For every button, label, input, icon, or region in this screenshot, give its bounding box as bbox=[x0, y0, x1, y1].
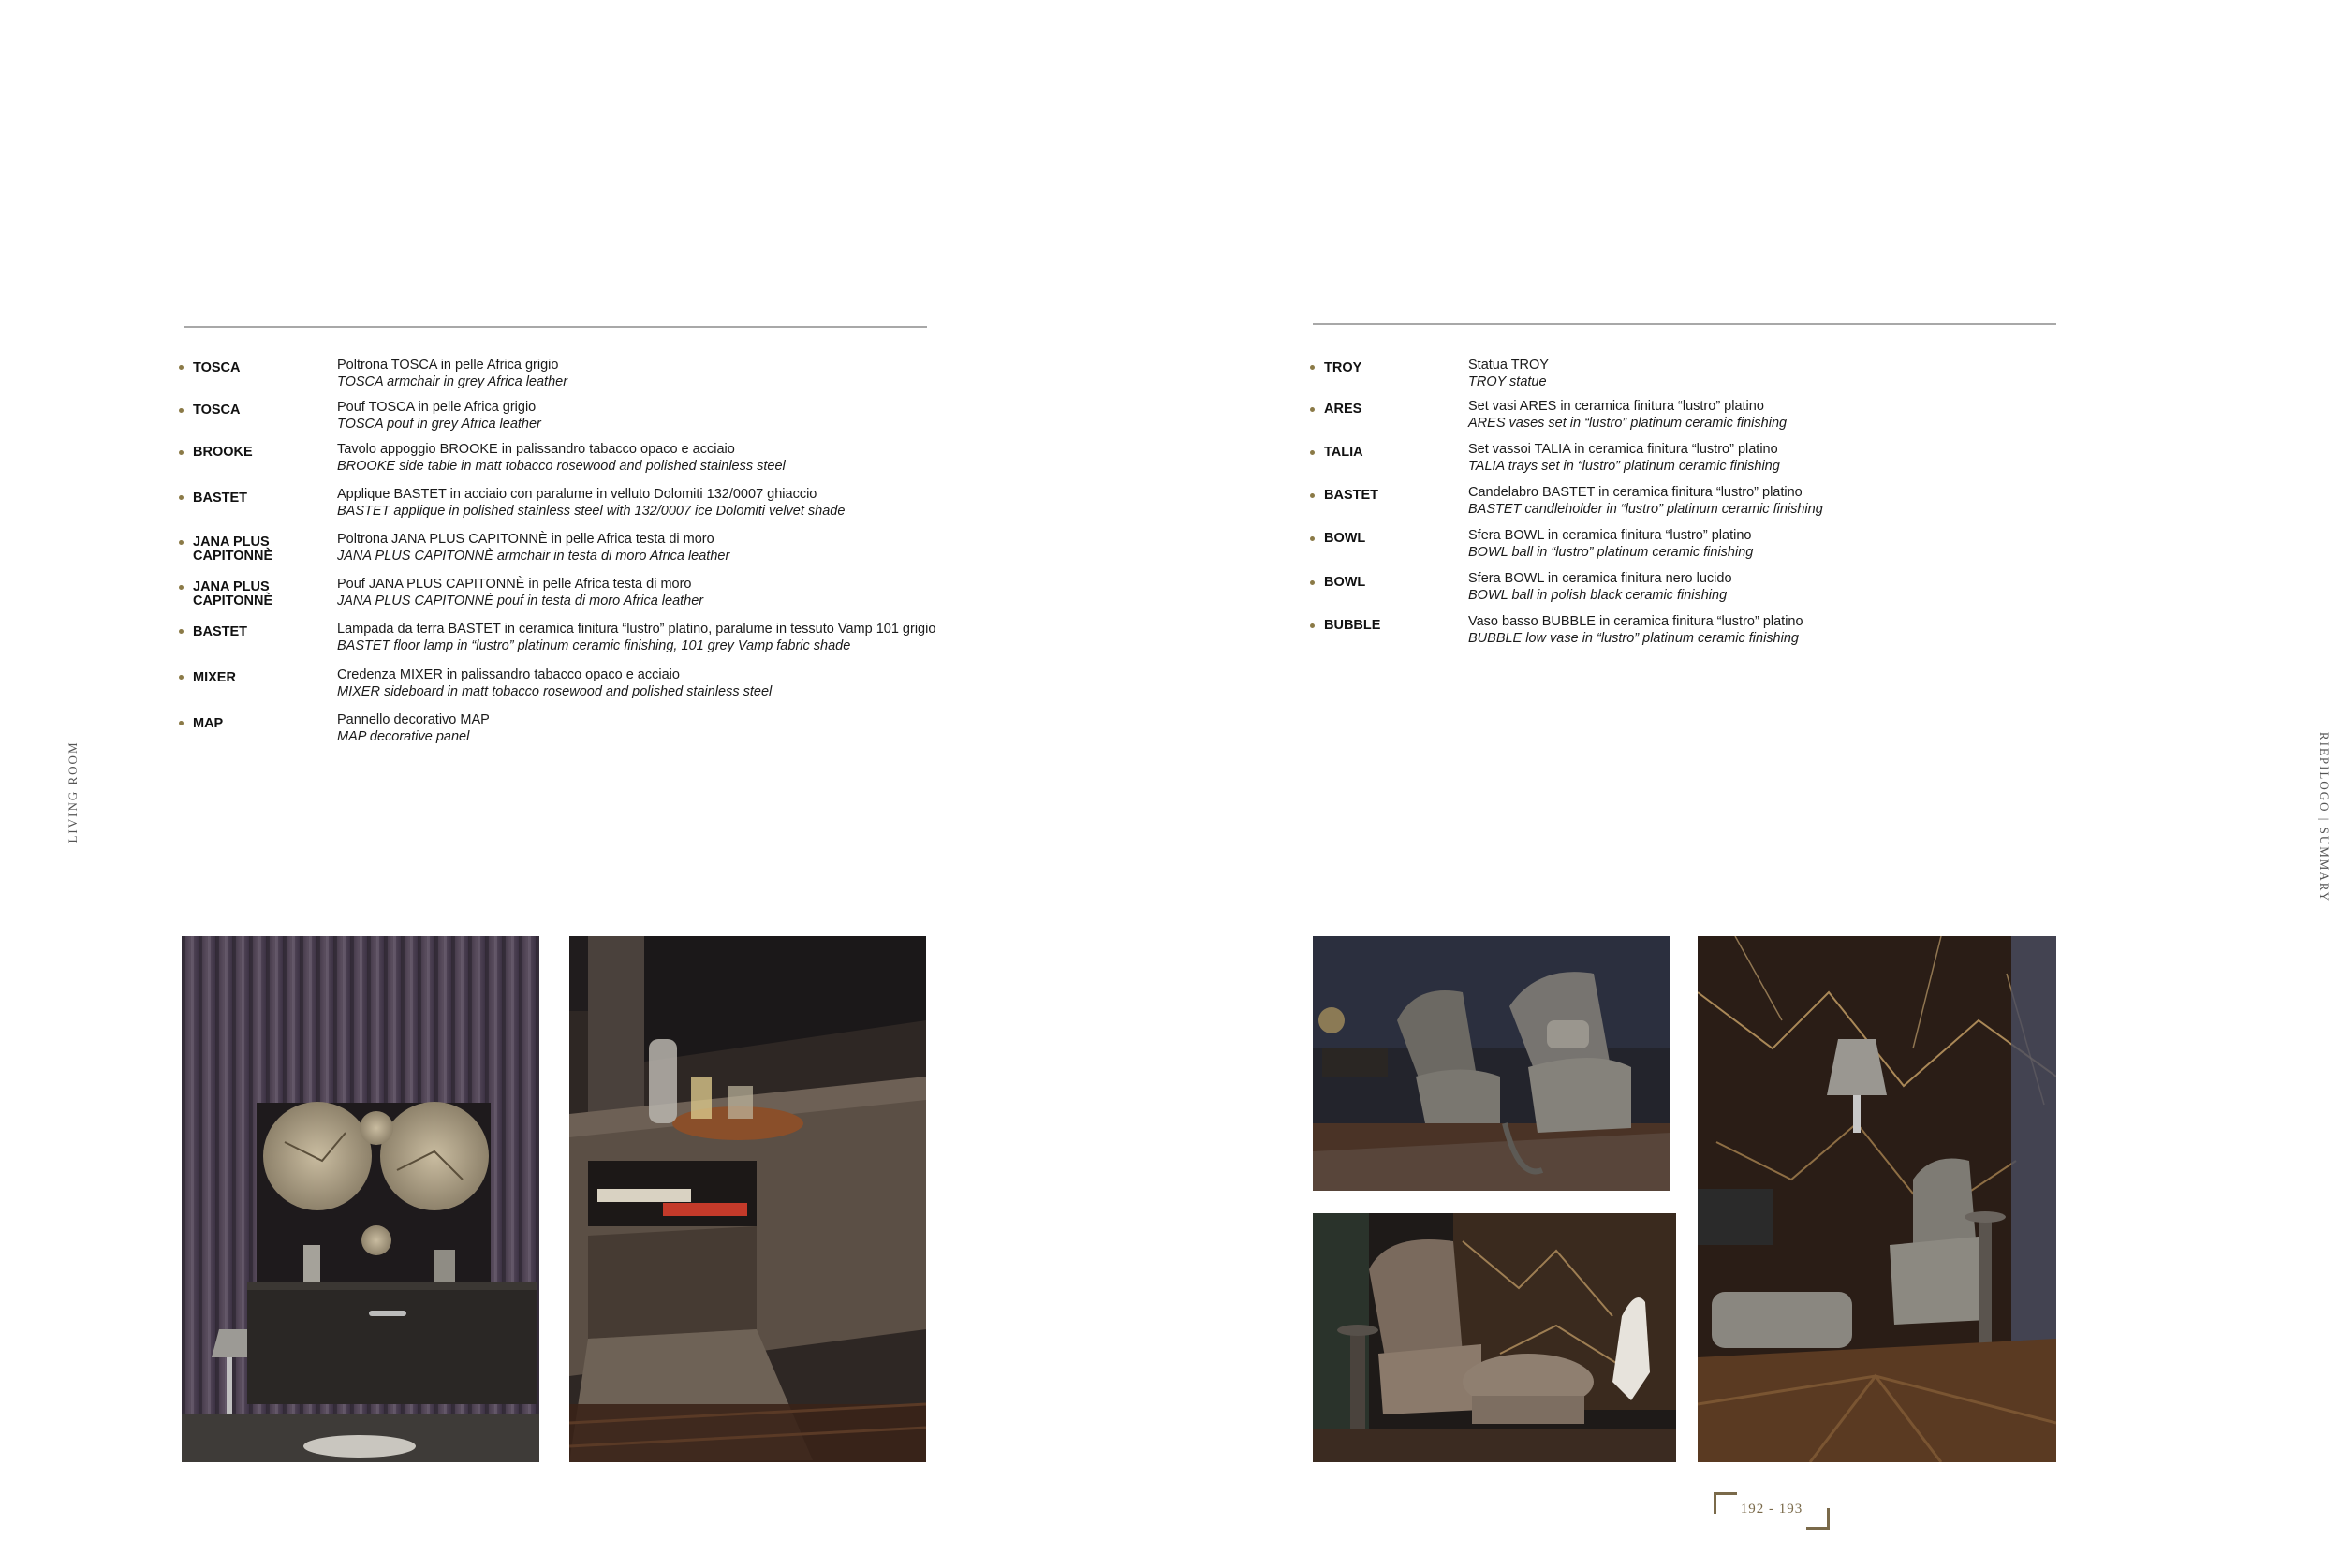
product-code: TROY bbox=[1324, 360, 1362, 375]
product-code: BASTET bbox=[193, 491, 247, 506]
bullet-icon bbox=[179, 540, 184, 545]
product-code: JANA PLUS CAPITONNÈ bbox=[193, 579, 273, 608]
product-code: MAP bbox=[193, 716, 224, 731]
capitonne-armchair-photo bbox=[1313, 1213, 1676, 1462]
bullet-icon bbox=[179, 721, 184, 725]
living-room-photo bbox=[182, 936, 539, 1462]
product-code: BOWL bbox=[1324, 531, 1366, 546]
sideboard-detail-illustration bbox=[569, 936, 926, 1462]
bullet-icon bbox=[1310, 407, 1315, 412]
product-description: Poltrona JANA PLUS CAPITONNÈ in pelle Africa testa di moro JANA PLUS CAPITONNÈ armchair in testa di moro Africa leather bbox=[337, 532, 730, 564]
product-description: Statua TROY TROY statue bbox=[1468, 358, 1549, 389]
side-label-summary: RIEPILOGO | SUMMARY bbox=[2318, 731, 2332, 903]
bullet-icon bbox=[179, 408, 184, 413]
product-description: Lampada da terra BASTET in ceramica finitura “lustro” platino, paralume in tessuto Vamp 101 grigio BASTET floor lamp in “lustro” platinum ceramic finishing, 101 grey Vamp fabric shade bbox=[337, 622, 936, 653]
product-description: Pouf JANA PLUS CAPITONNÈ in pelle Africa testa di moro JANA PLUS CAPITONNÈ pouf in testa di moro Africa leather bbox=[337, 577, 704, 608]
bullet-icon bbox=[179, 365, 184, 370]
product-description: Tavolo appoggio BROOKE in palissandro tabacco opaco e acciaio BROOKE side table in matt tobacco rosewood and polished stainless steel bbox=[337, 442, 786, 474]
bullet-icon bbox=[1310, 536, 1315, 541]
product-description: Pouf TOSCA in pelle Africa grigio TOSCA pouf in grey Africa leather bbox=[337, 400, 541, 432]
product-code: TOSCA bbox=[193, 360, 241, 375]
product-description: Set vassoi TALIA in ceramica finitura “lustro” platino TALIA trays set in “lustro” platinum ceramic finishing bbox=[1468, 442, 1780, 474]
right-divider bbox=[1313, 323, 2056, 325]
product-description: Vaso basso BUBBLE in ceramica finitura “lustro” platino BUBBLE low vase in “lustro” platinum ceramic finishing bbox=[1468, 614, 1803, 646]
product-code: BASTET bbox=[1324, 488, 1378, 503]
product-description: Sfera BOWL in ceramica finitura nero lucido BOWL ball in polish black ceramic finishing bbox=[1468, 571, 1732, 603]
product-description: Poltrona TOSCA in pelle Africa grigio TOSCA armchair in grey Africa leather bbox=[337, 358, 568, 389]
page-number bbox=[1706, 1488, 1837, 1531]
left-divider bbox=[184, 326, 927, 328]
product-description: Sfera BOWL in ceramica finitura “lustro” platino BOWL ball in “lustro” platinum ceramic finishing bbox=[1468, 528, 1754, 560]
product-code: BOWL bbox=[1324, 575, 1366, 590]
product-code: ARES bbox=[1324, 402, 1362, 417]
bullet-icon bbox=[1310, 365, 1315, 370]
bullet-icon bbox=[179, 450, 184, 455]
bullet-icon bbox=[179, 495, 184, 500]
product-code: BASTET bbox=[193, 624, 247, 639]
capitonne-armchair-illustration bbox=[1313, 1213, 1676, 1462]
bullet-icon bbox=[179, 675, 184, 680]
bullet-icon bbox=[1310, 580, 1315, 585]
page-number-label: 192 - 193 bbox=[1740, 1502, 1803, 1517]
product-code: TOSCA bbox=[193, 403, 241, 418]
product-description: Pannello decorativo MAP MAP decorative panel bbox=[337, 712, 490, 744]
product-code: BROOKE bbox=[193, 445, 253, 460]
sideboard-detail-photo bbox=[569, 936, 926, 1462]
product-description: Candelabro BASTET in ceramica finitura “lustro” platino BASTET candleholder in “lustro” platinum ceramic finishing bbox=[1468, 485, 1823, 517]
marble-wall-armchair-illustration bbox=[1698, 936, 2056, 1462]
living-room-illustration bbox=[182, 936, 539, 1462]
marble-wall-armchair-photo bbox=[1698, 936, 2056, 1462]
armchairs-illustration bbox=[1313, 936, 1670, 1191]
bullet-icon bbox=[179, 585, 184, 590]
product-code: JANA PLUS CAPITONNÈ bbox=[193, 535, 273, 564]
product-code: TALIA bbox=[1324, 445, 1363, 460]
armchairs-photo bbox=[1313, 936, 1670, 1191]
side-label-living-room: LIVING ROOM bbox=[66, 740, 80, 843]
bullet-icon bbox=[1310, 623, 1315, 628]
product-description: Applique BASTET in acciaio con paralume in velluto Dolomiti 132/0007 ghiaccio BASTET applique in polished stainless steel with 132/0007 ice Dolomiti velvet shade bbox=[337, 487, 846, 519]
bullet-icon bbox=[1310, 493, 1315, 498]
product-code: BUBBLE bbox=[1324, 618, 1381, 633]
bullet-icon bbox=[1310, 450, 1315, 455]
product-description: Set vasi ARES in ceramica finitura “lustro” platino ARES vases set in “lustro” platinum ceramic finishing bbox=[1468, 399, 1788, 431]
product-description: Credenza MIXER in palissandro tabacco opaco e acciaio MIXER sideboard in matt tobacco rosewood and polished stainless steel bbox=[337, 667, 773, 699]
product-code: MIXER bbox=[193, 670, 236, 685]
bullet-icon bbox=[179, 629, 184, 634]
